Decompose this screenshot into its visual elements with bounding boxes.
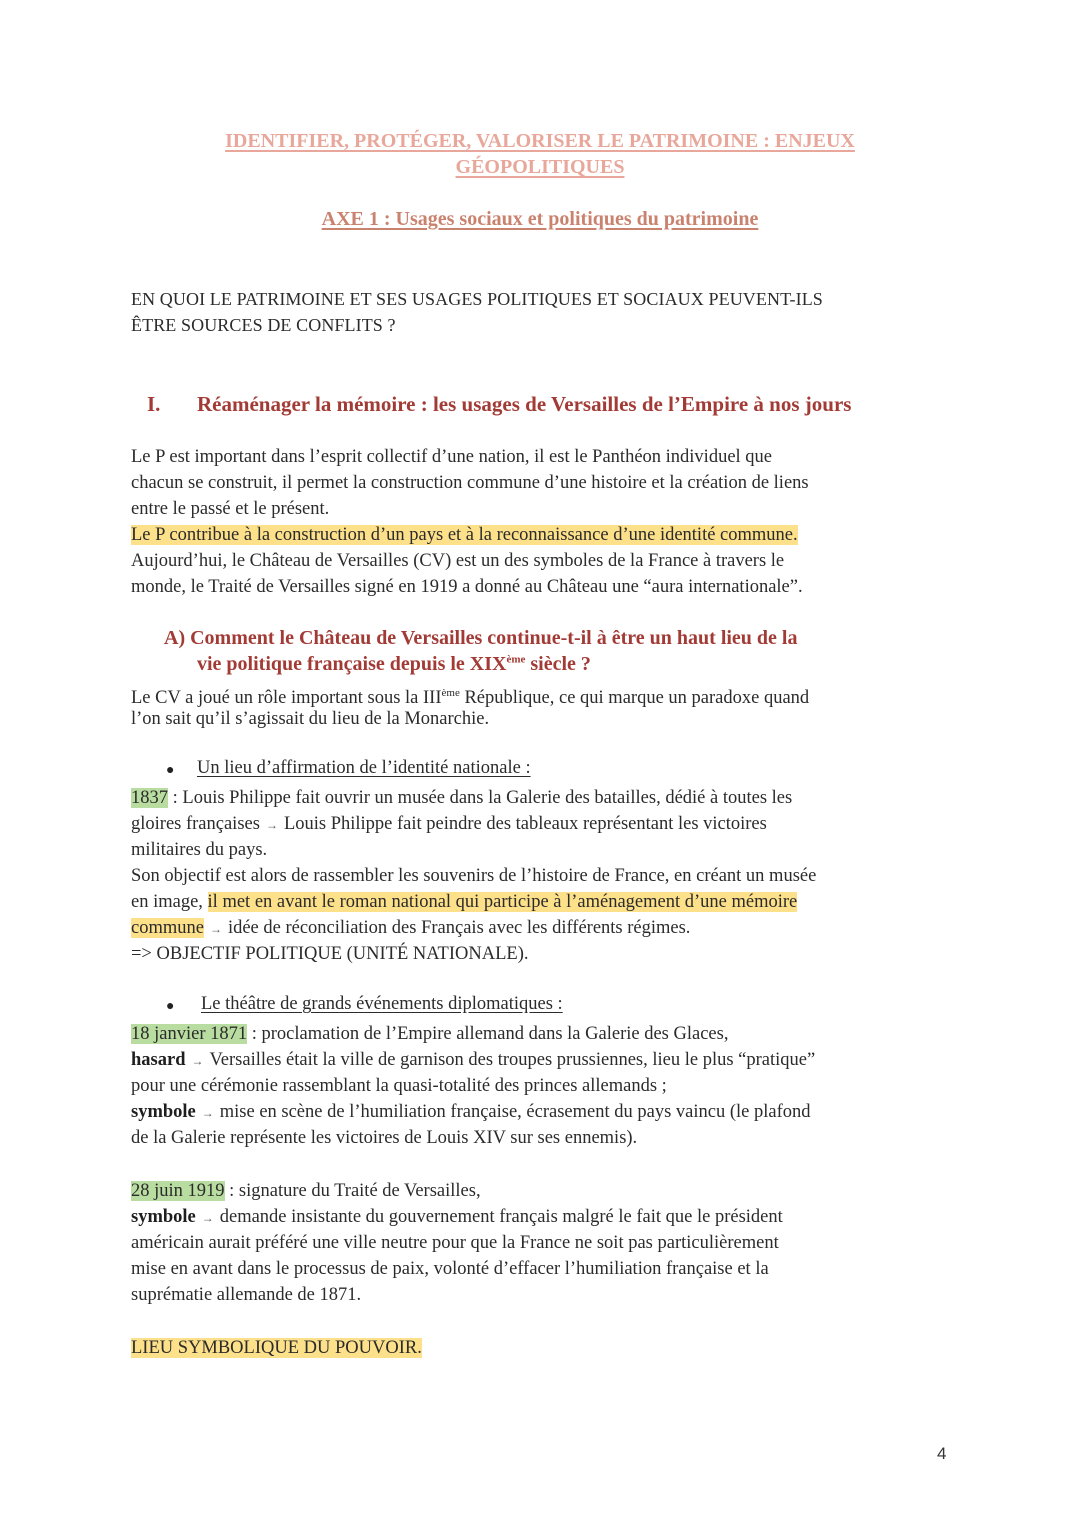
subsection-a-line1: A) Comment le Château de Versailles continue-t-il à être un haut lieu de la <box>164 627 798 649</box>
b2-line7-b: demande insistante du gouvernement français malgré le fait que le président <box>219 1207 783 1227</box>
cv-text: Le CV a joué un rôle important sous la III <box>131 688 442 709</box>
arrow-icon: → <box>201 1211 214 1225</box>
b1-line2-b: Louis Philippe fait peindre des tableaux représentant les victoires <box>283 814 767 834</box>
cv-text-end: République, ce qui marque un paradoxe quand <box>459 688 810 709</box>
b1-line1-text: : Louis Philippe fait ouvrir un musée dans la Galerie des batailles, dédié à toutes les <box>168 788 793 808</box>
intro-line5: Aujourd’hui, le Château de Versailles (CV) est un des symboles de la France à travers le <box>131 551 785 571</box>
arrow-icon: → <box>265 818 278 832</box>
keyword-symbole: symbole <box>131 1207 196 1227</box>
b1-line6-b: idée de réconciliation des Français avec les différents régimes. <box>227 918 691 938</box>
arrow-icon: → <box>191 1054 204 1068</box>
intro-line2: chacun se construit, il permet la construction commune d’une histoire et la création de liens <box>131 473 809 493</box>
b1-line1 <box>131 785 792 811</box>
b2-line3: pour une cérémonie rassemblant la quasi-totalité des princes allemands ; <box>131 1076 667 1096</box>
b2-line9: mise en avant dans le processus de paix, volonté d’effacer l’humiliation française et la <box>131 1259 769 1279</box>
b1-line4: Son objectif est alors de rassembler les souvenirs de l’histoire de France, en créant un musée <box>131 866 817 886</box>
bullet1-heading: Un lieu d’affirmation de l’identité nationale : <box>197 758 531 778</box>
b2-line6-text: : signature du Traité de Versailles, <box>224 1181 481 1201</box>
b1-line2-a: gloires françaises <box>131 814 260 834</box>
question-line1: EN QUOI LE PATRIMOINE ET SES USAGES POLITIQUES ET SOCIAUX PEUVENT-ILS <box>131 289 823 309</box>
b1-line5-a: en image, <box>131 892 208 912</box>
arrow-icon: → <box>201 1106 214 1120</box>
section-number: I. <box>147 392 161 416</box>
date-1871: 18 janvier 1871 <box>131 1024 248 1044</box>
b1-line6 <box>131 915 690 942</box>
keyword-symbole: symbole <box>131 1102 196 1122</box>
doc-title-line2: GÉOPOLITIQUES <box>455 156 625 178</box>
bullet2-heading: Le théâtre de grands événements diplomatiques : <box>201 994 563 1014</box>
b2-line2-b: Versailles était la ville de garnison des troupes prussiennes, lieu le plus “pratique” <box>209 1050 816 1070</box>
b2-line1 <box>131 1021 728 1047</box>
b1-line5 <box>131 889 797 915</box>
intro-highlight: Le P contribue à la construction d’un pays et à la reconnaissance d’une identité commune. <box>131 525 798 545</box>
date-1837: 1837 <box>131 788 168 808</box>
sub-a-text-end: siècle ? <box>525 653 591 675</box>
keyword-hasard: hasard <box>131 1050 186 1070</box>
b2-line4 <box>131 1099 811 1126</box>
conclusion-highlight: LIEU SYMBOLIQUE DU POUVOIR. <box>131 1338 422 1358</box>
b1-line2 <box>131 811 767 838</box>
arrow-icon: → <box>209 922 222 936</box>
conclusion-line <box>131 1335 422 1361</box>
bullet-dot-icon: ● <box>166 999 175 1014</box>
date-1919: 28 juin 1919 <box>131 1181 225 1201</box>
bullet-dot-icon: ● <box>166 763 175 778</box>
axe-heading: AXE 1 : Usages sociaux et politiques du patrimoine <box>321 208 759 230</box>
intro-line3: entre le passé et le présent. <box>131 499 330 519</box>
cv-sup: ème <box>441 687 460 699</box>
b2-line4-b: mise en scène de l’humiliation française, écrasement du pays vaincu (le plafond <box>219 1102 811 1122</box>
cv-line2: l’on sait qu’il s’agissait du lieu de la Monarchie. <box>131 709 490 729</box>
subsection-a-line2 <box>197 653 591 676</box>
sub-a-text: vie politique française depuis le XIX <box>197 653 507 675</box>
sub-a-sup: ème <box>506 653 526 666</box>
b2-line1-text: : proclamation de l’Empire allemand dans la Galerie des Glaces, <box>247 1024 729 1044</box>
b2-line10: suprématie allemande de 1871. <box>131 1285 362 1305</box>
intro-line6: monde, le Traité de Versailles signé en 1919 a donné au Château une “aura internationale”. <box>131 577 803 597</box>
b2-line7 <box>131 1204 783 1231</box>
b1-line7: => OBJECTIF POLITIQUE (UNITÉ NATIONALE). <box>131 944 529 964</box>
b2-line5: de la Galerie représente les victoires de Louis XIV sur ses ennemis). <box>131 1128 638 1148</box>
b1-line3: militaires du pays. <box>131 840 268 860</box>
page-number: 4 <box>937 1444 947 1463</box>
b1-highlight-end: commune <box>131 918 204 938</box>
question-line2: ÊTRE SOURCES DE CONFLITS ? <box>131 315 396 335</box>
b1-highlight: il met en avant le roman national qui participe à l’aménagement d’une mémoire <box>207 892 798 912</box>
doc-title-line1: IDENTIFIER, PROTÉGER, VALORISER LE PATRIMOINE : ENJEUX <box>225 130 855 152</box>
section-title: Réaménager la mémoire : les usages de Versailles de l’Empire à nos jours <box>197 392 852 416</box>
intro-line1: Le P est important dans l’esprit collectif d’une nation, il est le Panthéon individuel que <box>131 447 773 467</box>
b2-line6 <box>131 1178 481 1204</box>
intro-line4-wrap <box>131 522 798 548</box>
b2-line2 <box>131 1047 815 1074</box>
b2-line8: américain aurait préféré une ville neutre pour que la France ne soit pas particulièrement <box>131 1233 779 1253</box>
